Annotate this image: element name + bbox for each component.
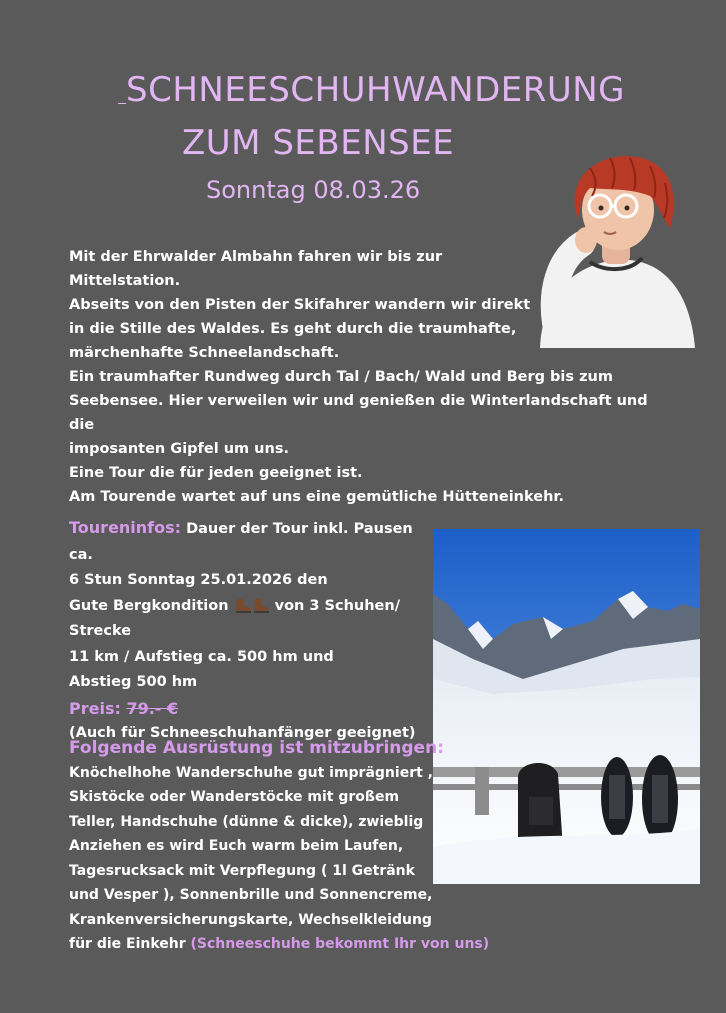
tour-date-line: 6 Stun Sonntag 25.01.2026 den — [69, 572, 328, 588]
route-descent: Abstieg 500 hm — [69, 674, 198, 690]
fitness-label: Gute Bergkondition — [69, 597, 234, 614]
hiking-boot-icon — [234, 598, 252, 614]
intro-line: Abseits von den Pisten der Skifahrer wandern wir direkt — [69, 297, 531, 313]
equipment-line: Tagesrucksack mit Verpflegung ( 1l Getränk — [69, 862, 415, 879]
snowshoe-note: (Schneeschuhe bekommt Ihr von uns) — [190, 936, 490, 952]
title-line-1: SCHNEESCHUHWANDERUNG — [126, 70, 726, 110]
hiking-boot-icon — [252, 598, 270, 614]
tour-info-label: Toureninfos: — [69, 518, 182, 537]
route-distance: 11 km / Aufstieg ca. 500 hm und — [69, 648, 334, 665]
boot-rating — [234, 598, 270, 614]
event-date: Sonntag 08.03.26 — [206, 176, 421, 204]
intro-line: imposanten Gipfel um uns. — [69, 441, 289, 457]
intro-line: Mittelstation. — [69, 273, 181, 289]
route-label: Strecke — [69, 623, 132, 639]
beginner-note: (Auch für Schneeschuhanfänger geeignet) — [69, 725, 416, 741]
equipment-line: Krankenversicherungskarte, Wechselkleidung — [69, 911, 432, 928]
intro-line: in die Stille des Waldes. Es geht durch die traumhafte, — [69, 321, 517, 337]
intro-line: Mit der Ehrwalder Almbahn fahren wir bis zur — [69, 249, 443, 265]
tour-duration: Dauer der Tour inkl. Pausen ca. — [69, 521, 413, 563]
intro-line: Seebensee. Hier verweilen wir und genießen die Winterlandschaft und die — [69, 393, 648, 433]
price-label: Preis: — [69, 698, 127, 718]
equipment-line: Skistöcke oder Wanderstöcke mit großem — [69, 789, 400, 805]
intro-line: Am Tourende wartet auf uns eine gemütliche Hütteneinkehr. — [69, 489, 564, 505]
equipment-line: Knöchelhohe Wanderschuhe gut imprägniert , — [69, 764, 433, 781]
fitness-scale: von 3 Schuhen/ — [269, 597, 401, 614]
equipment-last-line: für die Einkehr — [69, 936, 191, 952]
equipment-line: Teller, Handschuhe (dünne & dicke), zwieblig — [69, 813, 424, 830]
equipment-line: und Vesper ), Sonnenbrille und Sonnencreme, — [69, 887, 433, 903]
intro-line: Ein traumhafter Rundweg durch Tal / Bach/ Wald und Berg bis zum — [69, 369, 613, 385]
equipment-heading: Folgende Ausrüstung ist mitzubringen: — [69, 738, 444, 758]
tour-info — [69, 515, 419, 747]
title-line-2: ZUM SEBENSEE — [182, 123, 455, 163]
equipment-line: Anziehen es wird Euch warm beim Laufen, — [69, 838, 404, 854]
intro-line: märchenhafte Schneelandschaft. — [69, 345, 340, 361]
equipment-section — [69, 736, 509, 957]
price-value: 79.- € — [126, 698, 179, 718]
intro-line: Eine Tour die für jeden geeignet ist. — [69, 465, 363, 481]
intro-text — [69, 245, 669, 509]
